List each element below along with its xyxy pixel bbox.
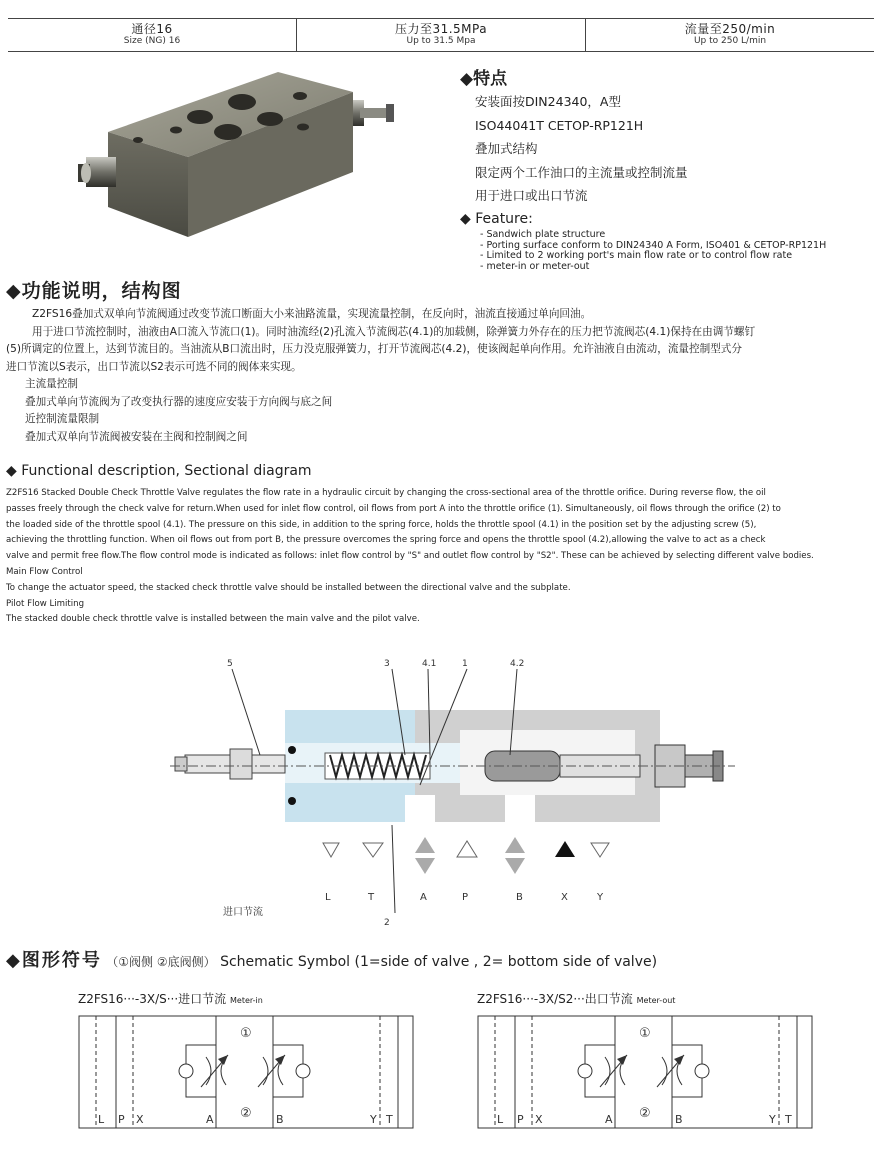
- port-label: A: [605, 1113, 613, 1126]
- port-label: B: [276, 1113, 284, 1126]
- spec-table: [8, 18, 874, 52]
- feature-item-en: - Limited to 2 working port's main flow rate or to control flow rate: [480, 250, 793, 261]
- paragraph-line: (5)所调定的位置上，达到节流目的。当油流从B口流出时，压力没克服弹簧力，打开节流阀芯(4.2)，使该阀起单向作用。允许油液自由流动，流量控制型式分: [6, 343, 742, 355]
- marker-bottom-side: ②: [240, 1106, 252, 1121]
- port-label: A: [420, 892, 427, 903]
- callout-label: 4.1: [422, 659, 437, 669]
- port-label: T: [386, 1113, 393, 1126]
- features-heading-en: ◆ Feature:: [460, 211, 533, 227]
- features-list-cn: [475, 90, 688, 208]
- callout-label: 4.2: [510, 659, 525, 669]
- product-photo: [78, 62, 413, 262]
- paragraph-line: 叠加式双单向节流阀被安装在主阀和控制阀之间: [25, 430, 248, 443]
- spec-flow-main: 流量至250/min: [684, 22, 776, 36]
- port-label: B: [675, 1113, 683, 1126]
- paragraph-line: 近控制流量限制: [25, 413, 100, 425]
- marker-valve-side: ①: [240, 1026, 252, 1041]
- feature-item: 安装面按DIN24340，A型: [475, 94, 621, 109]
- paragraph-line: 叠加式单向节流阀为了改变执行器的速度应安装于方向阀与底之间: [25, 395, 333, 408]
- paragraph-line: Z2FS16 Stacked Double Check Throttle Valve regulates the flow rate in a hydraulic circuit by changing the cross-sectional area of the throttle orifice. During reverse flow, the oil: [6, 488, 766, 498]
- feature-item: 限定两个工作油口的主流量或控制流量: [475, 164, 688, 180]
- port-label: X: [535, 1113, 543, 1126]
- port-label: X: [561, 892, 568, 903]
- spec-pressure-main: 压力至31.5MPa: [394, 22, 488, 36]
- feature-item: 叠加式结构: [475, 141, 538, 156]
- spec-flow-sub: Up to 250 L/min: [693, 36, 767, 46]
- feature-item-en: - meter-in or meter-out: [480, 260, 590, 272]
- callout-label: 5: [227, 659, 233, 669]
- schematic-heading: [6, 946, 657, 972]
- callout-label: 1: [462, 659, 468, 669]
- symbol-title-text: Z2FS16···-3X/S2···出口节流: [477, 992, 633, 1006]
- spec-size-sub: Size (NG) 16: [123, 36, 181, 46]
- feature-item-en: - Porting surface conform to DIN24340 A Form, ISO401 & CETOP-RP121H: [480, 239, 827, 251]
- symbol-title-meter-in: [78, 990, 263, 1007]
- paragraph-line: 主流量控制: [25, 378, 78, 390]
- spec-pressure-sub: Up to 31.5 Mpa: [406, 36, 476, 46]
- symbol-title-en: Meter-out: [636, 996, 676, 1005]
- port-label: L: [497, 1113, 504, 1126]
- callout-label: 2: [384, 918, 390, 928]
- paragraph-line: The stacked double check throttle valve is installed between the main valve and the pilot valve.: [6, 614, 420, 625]
- feature-item: 用于进口或出口节流: [475, 188, 588, 203]
- spec-size-main: 通径16: [131, 22, 173, 36]
- function-text-cn: [6, 306, 878, 446]
- port-label: X: [136, 1113, 144, 1126]
- port-label: Y: [370, 1113, 377, 1126]
- spec-pressure: [296, 19, 585, 51]
- paragraph-line: Pilot Flow Limiting: [6, 598, 85, 609]
- schematic-heading-note: （①阀侧 ②底阀侧）: [106, 955, 216, 969]
- paragraph-line: Z2FS16叠加式双单向节流阀通过改变节流口断面大小来油路流量，实现流量控制，在反向时，油流直接通过单向回油。: [32, 308, 592, 320]
- schematic-heading-cn: ◆图形符号: [6, 950, 102, 971]
- symbol-title-text: Z2FS16···-3X/S···进口节流: [78, 992, 227, 1006]
- paragraph-line: passes freely through the check valve for return.When used for inlet flow control, oil flows from port A into the throttle orifice (1). Simultaneously, oil flows through the orifice (2) to: [6, 503, 781, 514]
- port-label: B: [516, 892, 523, 903]
- paragraph-line: valve and permit free flow.The flow control mode is indicated as follows: inlet flow control by "S" and outlet flow control by "S2". These can be achieved by selecting different valve bodies.: [6, 551, 814, 562]
- port-label: Y: [769, 1113, 776, 1126]
- port-label: P: [118, 1113, 125, 1126]
- diagram-caption: 进口节流: [223, 907, 263, 918]
- port-label: T: [785, 1113, 792, 1126]
- function-text-en: [6, 486, 880, 628]
- sectional-diagram: [160, 655, 740, 930]
- paragraph-line: To change the actuator speed, the stacked check throttle valve should be installed between the directional valve and the subplate.: [6, 582, 571, 593]
- marker-valve-side: ①: [639, 1026, 651, 1041]
- spec-size: [8, 19, 296, 51]
- paragraph-line: 用于进口节流控制时，油液由A口流入节流口(1)。同时油流经(2)孔流入节流阀芯(4.1)的加载侧，除弹簧力外存在的压力把节流阀芯(4.1)保持在由调节螺钉: [32, 325, 756, 338]
- schematic-symbol-meter-in: [78, 1015, 414, 1130]
- features-list-en: [480, 230, 826, 272]
- symbol-title-meter-out: [477, 990, 675, 1007]
- schematic-symbol-meter-out: [477, 1015, 813, 1130]
- port-label: P: [517, 1113, 524, 1126]
- schematic-heading-en: Schematic Symbol (1=side of valve , 2= bottom side of valve): [220, 954, 658, 970]
- callout-label: 3: [384, 659, 390, 669]
- port-label: P: [462, 892, 469, 903]
- marker-bottom-side: ②: [639, 1106, 651, 1121]
- paragraph-line: achieving the throttling function. When oil flows out from port B, the pressure overcomes the spring force and opens the throttle spool (4.2),allowing the valve to act as a check: [6, 535, 766, 546]
- port-label: T: [368, 892, 375, 903]
- paragraph-line: the loaded side of the throttle spool (4.1). The pressure on this side, in addition to the spring force, holds the throttle spool (4.1) in the position set by the adjusting screw (5),: [6, 519, 757, 530]
- function-heading-en: ◆ Functional description, Sectional diagram: [6, 463, 312, 479]
- port-label: A: [206, 1113, 214, 1126]
- features-heading: ◆特点: [460, 69, 508, 89]
- feature-item-en: - Sandwich plate structure: [480, 229, 606, 240]
- paragraph-line: Main Flow Control: [6, 566, 83, 577]
- spec-flow: [585, 19, 874, 51]
- function-heading-cn: ◆功能说明，结构图: [6, 280, 182, 302]
- port-label: L: [98, 1113, 105, 1126]
- port-label: Y: [597, 892, 604, 903]
- symbol-title-en: Meter-in: [230, 996, 263, 1005]
- paragraph-line: 进口节流以S表示，出口节流以S2表示可选不同的阀体来实现。: [6, 360, 302, 373]
- port-label: L: [325, 892, 331, 903]
- feature-item: ISO44041T CETOP-RP121H: [475, 117, 644, 133]
